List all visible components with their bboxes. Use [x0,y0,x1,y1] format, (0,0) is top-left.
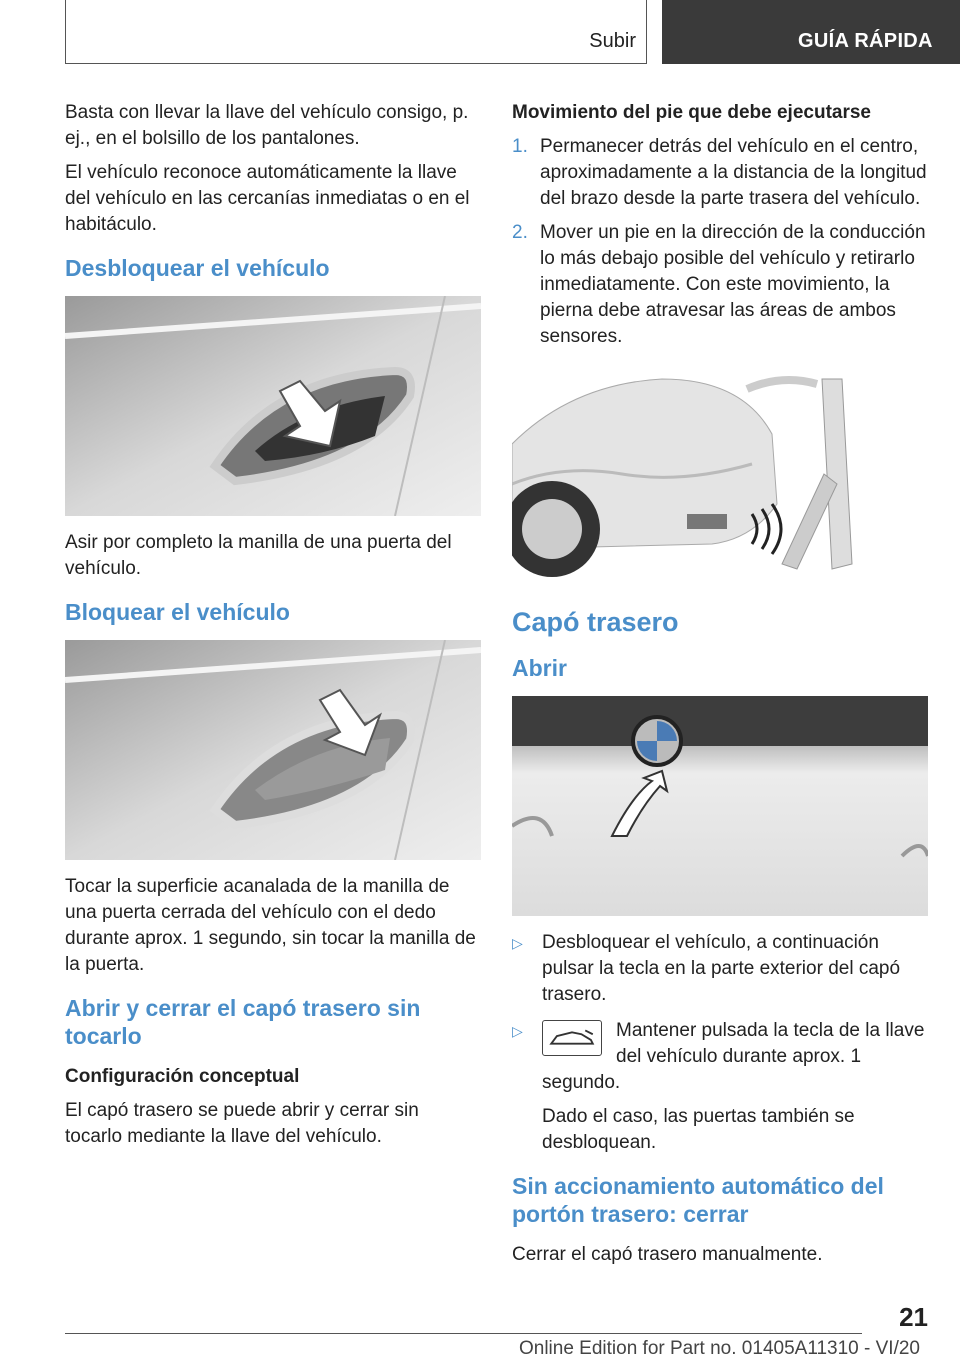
tailgate-key-icon [542,1020,602,1056]
footer-divider [65,1333,862,1334]
lock-instruction: Tocar la superficie acanalada de la manilla de una puerta cerrada del vehículo con el dedo durante aprox. 1 segundo, sin tocar la manilla de la puerta. [65,876,476,975]
triangle-bullet-icon: ▷ [512,1023,523,1039]
bullet-text: Desbloquear el vehículo, a continuación pulsar la tecla en la parte exterior del capó trasero. [542,932,901,1005]
page-number: 21 [899,1302,928,1332]
heading-no-auto-close: Sin accionamiento automático del portón trasero: cerrar [512,1173,884,1227]
step-text: Permanecer detrás del vehículo en el centro, aproximadamente a la distancia de la longitud del brazo desde la parte trasera del vehículo. [540,136,927,209]
header-section-tab[interactable]: GUÍA RÁPIDA [662,0,960,64]
step-number: 2. [512,222,528,243]
step-text: Mover un pie en la dirección de la conducción lo más debajo posible del vehículo y retirarlo inmediatamente. Con este movimiento, la pierna debe atravesar las áreas de ambos sensores. [540,222,926,347]
unlock-door-handle-image [65,296,481,516]
list-item [512,1018,928,1156]
tailgate-button-image [512,696,928,916]
intro-paragraph-1: Basta con llevar la llave del vehículo consigo, p. ej., en el bolsillo de los pantalones. [65,102,469,149]
right-column [512,100,928,1276]
bullet-note: Dado el caso, las puertas también se desbloquean. [542,1106,855,1153]
foot-gesture-image [512,364,864,584]
heading-unlock: Desbloquear el vehículo [65,255,330,281]
heading-lock: Bloquear el vehículo [65,599,290,625]
open-steps [512,930,928,1156]
heading-foot-movement: Movimiento del pie que debe ejecutarse [512,102,871,123]
list-item [512,134,928,212]
heading-open: Abrir [512,655,567,681]
footer-edition: Online Edition for Part no. 01405A11310 - VI/20 [518,1338,920,1359]
list-item [512,930,928,1008]
lock-door-handle-image [65,640,481,860]
concept-paragraph: El capó trasero se puede abrir y cerrar sin tocarlo mediante la llave del vehículo. [65,1100,419,1147]
triangle-bullet-icon: ▷ [512,935,523,951]
heading-concept: Configuración conceptual [65,1066,300,1087]
intro-paragraph-2: El vehículo reconoce automáticamente la llave del vehículo en las cercanías inmediatas o en el habitáculo. [65,162,470,235]
bullet-text: Mantener pulsada la tecla de la llave del vehículo durante aprox. 1 segundo. [542,1020,925,1093]
movement-steps [512,134,928,350]
list-item [512,220,928,350]
step-number: 1. [512,136,528,157]
no-auto-close-text: Cerrar el capó trasero manualmente. [512,1244,823,1265]
header-up-link[interactable]: Subir [589,30,636,52]
unlock-instruction: Asir por completo la manilla de una puerta del vehículo. [65,532,452,579]
heading-tailgate: Capó trasero [512,607,679,637]
heading-touchless-tailgate: Abrir y cerrar el capó trasero sin tocarlo [65,995,421,1049]
left-column [65,100,481,1158]
header-frame [65,0,647,64]
